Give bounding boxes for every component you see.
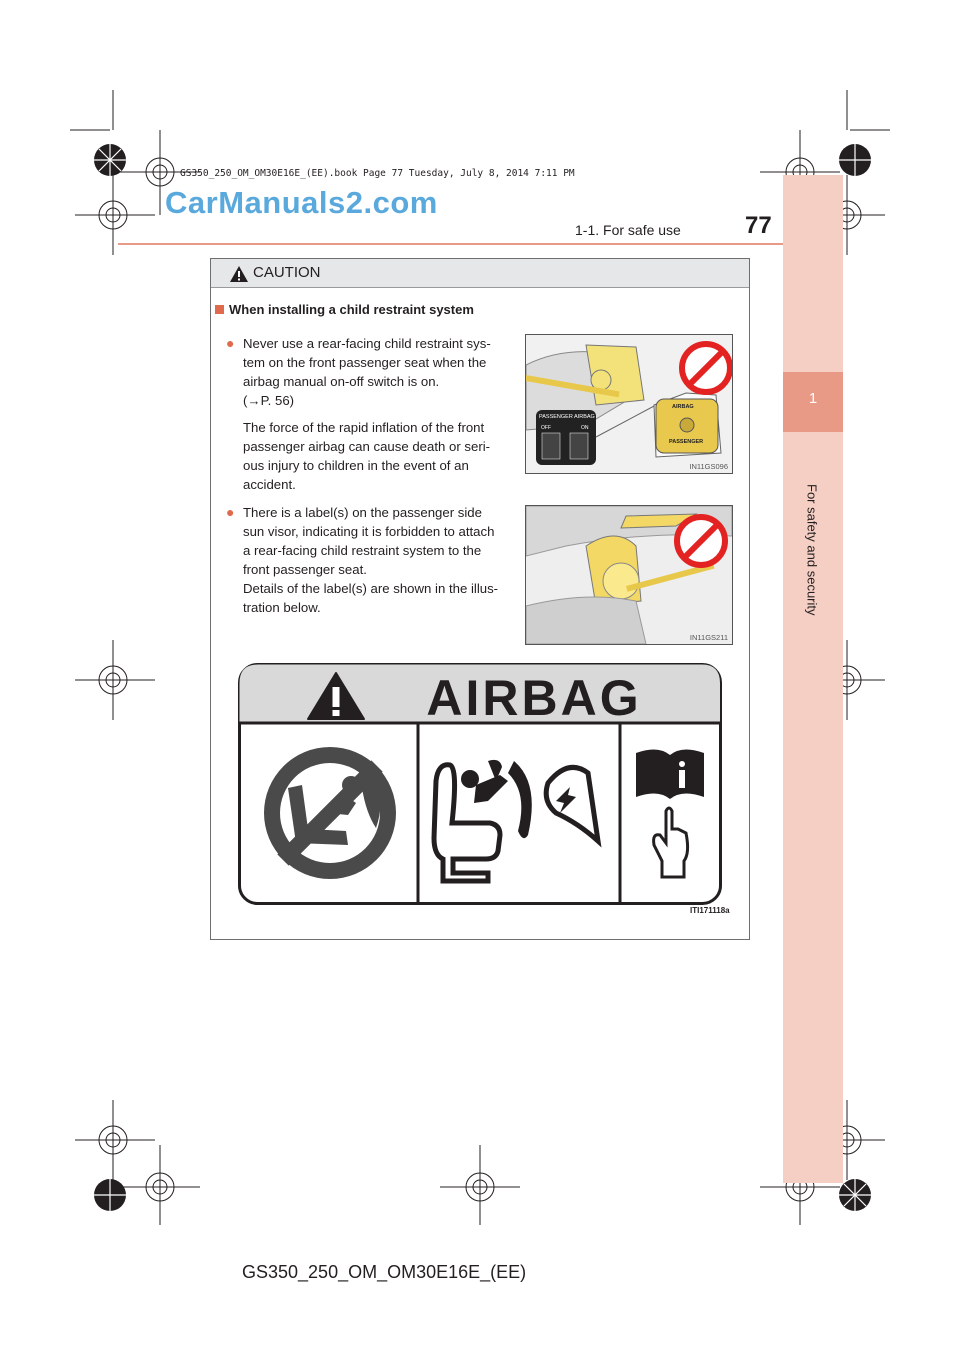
badge-passenger: PASSENGER	[669, 439, 704, 445]
airbag-switch-illustration	[526, 335, 732, 473]
figure-code: IN11GS211	[689, 633, 728, 642]
badge-airbag: AIRBAG	[672, 404, 694, 410]
airbag-warning-label	[238, 663, 722, 905]
chapter-title	[800, 440, 824, 660]
text-line: accident.	[243, 477, 296, 492]
sun-visor-illustration	[526, 506, 732, 644]
switch-panel-off: OFF	[541, 425, 551, 431]
text-line: tem on the front passenger seat when the	[243, 355, 487, 370]
watermark[interactable]: CarManuals2.com	[165, 185, 438, 220]
warning-triangle-icon	[230, 266, 248, 282]
bullet-1-detail	[243, 418, 513, 494]
sun-visor-figure	[525, 505, 733, 645]
figure-code: IN11GS096	[689, 462, 728, 471]
text-line: a rear-facing child restraint system to the	[243, 543, 482, 558]
label-title: AIRBAG	[426, 670, 642, 726]
footer-model-code: GS350_250_OM_OM30E16E_(EE)	[242, 1262, 527, 1282]
section-title: 1-1. For safe use	[575, 222, 681, 238]
page-reference-link[interactable]: (→P. 56)	[243, 393, 295, 408]
page-number: 77	[745, 212, 772, 239]
text-line: airbag manual on-off switch is on.	[243, 374, 440, 389]
text-line: sun visor, indicating it is forbidden to attach	[243, 524, 495, 539]
switch-panel-on: ON	[581, 425, 589, 431]
header-rule	[118, 243, 783, 245]
bullet-1-text	[243, 334, 513, 410]
no-child-seat-icon	[264, 747, 396, 879]
airbag-switch-figure	[525, 334, 733, 474]
text-line: tration below.	[243, 600, 321, 615]
text-line: Never use a rear-facing child restraint sys-	[243, 336, 491, 351]
subheading-text: When installing a child restraint system	[229, 302, 474, 317]
text-line: There is a label(s) on the passenger side	[243, 505, 482, 520]
text-line: Details of the label(s) are shown in the illus-	[243, 581, 499, 596]
label-figure-code: ITI171118a	[690, 906, 730, 915]
chapter-number: 1	[783, 372, 843, 432]
text-line: passenger airbag can cause death or seri-	[243, 439, 491, 454]
bullet-dot-icon: ●	[226, 335, 235, 351]
square-bullet-icon	[215, 305, 224, 314]
chapter-side-tab	[783, 175, 843, 1183]
subheading	[215, 302, 474, 317]
switch-panel-title: PASSENGER AIRBAG	[539, 414, 595, 420]
text-line: front passenger seat.	[243, 562, 367, 577]
text-line: ous injury to children in the event of an	[243, 458, 469, 473]
book-info-line: GS350_250_OM_OM30E16E_(EE).book Page 77 Tuesday, July 8, 2014 7:11 PM	[180, 168, 575, 179]
caution-title: CAUTION	[253, 264, 321, 281]
bullet-2-text	[243, 503, 513, 617]
bullet-dot-icon: ●	[226, 504, 235, 520]
chapter-title-text: For safety and security	[804, 484, 820, 616]
text-line: The force of the rapid inflation of the front	[243, 420, 485, 435]
